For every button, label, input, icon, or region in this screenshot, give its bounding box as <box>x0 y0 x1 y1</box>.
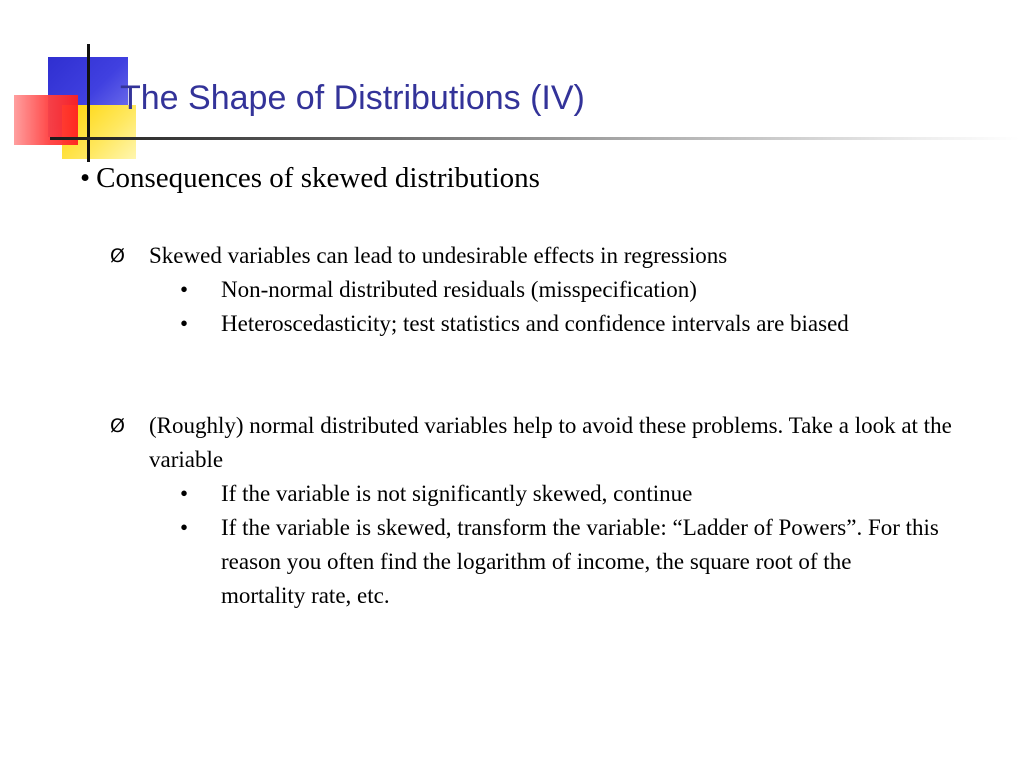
sub-bullet-marker: • <box>180 277 189 302</box>
bullet-level1-text: Consequences of skewed distributions <box>96 162 540 194</box>
arrow-bullet-icon: Ø <box>110 415 125 437</box>
sub-bullet-marker: • <box>180 515 189 540</box>
arrow-point-1 <box>110 239 970 273</box>
sub-bullet-text: If the variable is not significantly skewed, continue <box>221 481 693 506</box>
sub-bullet-1-2 <box>180 307 940 341</box>
arrow-point-text: Skewed variables can lead to undesirable effects in regressions <box>149 243 728 268</box>
slide-title: The Shape of Distributions (IV) <box>120 79 585 117</box>
arrow-point-text: (Roughly) normal distributed variables help to avoid these problems. Take a look at the variable <box>149 413 952 472</box>
sub-bullet-marker: • <box>180 481 189 506</box>
title-underline <box>50 137 1020 140</box>
sub-bullet-text: Non-normal distributed residuals (misspecification) <box>221 277 697 302</box>
sub-bullet-2-2 <box>180 511 940 613</box>
sub-bullet-1-1 <box>180 273 940 307</box>
sub-bullet-marker: • <box>180 311 189 336</box>
sub-bullet-text: Heteroscedasticity; test statistics and confidence intervals are biased <box>221 311 849 336</box>
arrow-point-2 <box>110 409 970 477</box>
sub-bullet-2-1 <box>180 477 940 511</box>
decorative-vertical-line <box>87 44 90 162</box>
bullet-level1 <box>80 158 540 198</box>
arrow-bullet-icon: Ø <box>110 245 125 267</box>
bullet-marker: • <box>80 162 91 194</box>
sub-bullet-text: If the variable is skewed, transform the variable: “Ladder of Powers”. For this reason you often find the logarithm of income, the square root of the mortality rate, etc. <box>221 515 939 608</box>
